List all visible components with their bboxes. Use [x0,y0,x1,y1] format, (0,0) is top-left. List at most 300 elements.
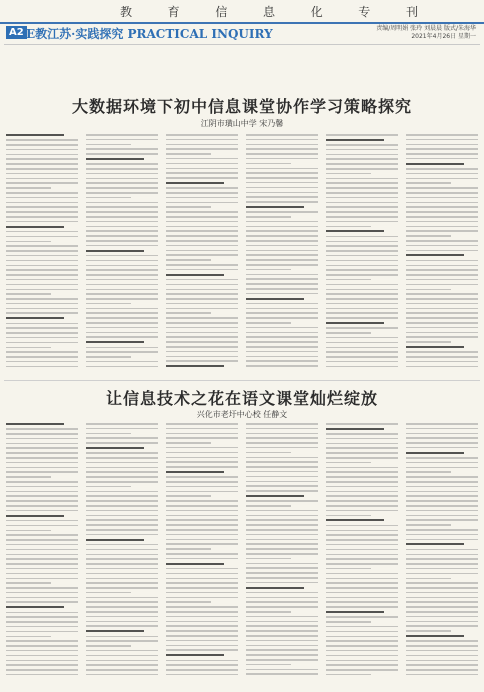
text-line [326,298,398,300]
text-line [6,149,78,151]
text-line [166,471,224,473]
text-line [326,534,398,536]
text-line [6,250,78,252]
text-line [246,298,304,300]
text-line [246,616,318,618]
text-line [86,495,158,497]
text-line [326,597,398,599]
text-line [166,597,238,599]
text-line [86,428,158,430]
text-line [166,611,238,613]
banner-char: 刊 [405,5,420,19]
text-line [6,669,78,671]
text-line [6,660,78,662]
text-line [86,437,158,439]
text-line [166,312,211,314]
text-line [406,158,478,160]
text-line [326,312,398,314]
text-line [246,553,318,555]
text-line [6,241,51,243]
text-line [246,611,291,613]
text-line [246,558,291,560]
text-line [166,172,238,174]
text-line [86,601,158,603]
text-line [86,168,158,170]
text-line [166,134,238,136]
text-line [166,284,238,286]
text-line [86,645,131,647]
text-line [86,534,158,536]
text-line [86,260,158,262]
text-line [246,485,318,487]
text-line [326,337,398,339]
banner-char: 信 [215,5,230,19]
text-line [326,592,398,594]
text-line [166,578,238,580]
text-line [166,211,238,213]
text-line [246,592,318,594]
text-line [406,447,478,449]
text-line [406,510,478,512]
text-line [166,645,238,647]
text-line [246,659,318,661]
text-column [166,134,238,374]
section-title: E教江苏·实践探究 PRACTICAL INQUIRY [26,27,273,41]
text-line [406,467,478,469]
text-line [6,443,78,445]
text-line [6,178,78,180]
text-line [406,660,478,662]
text-line [406,563,478,565]
text-line [406,216,478,218]
text-line [86,660,158,662]
text-line [166,500,238,502]
text-line [166,168,238,170]
text-line [6,289,78,291]
text-line [246,336,318,338]
text-line [326,327,398,329]
text-line [166,139,238,141]
text-line [166,548,211,550]
text-line [326,303,398,305]
text-line [6,606,64,608]
text-line [86,312,158,314]
text-line [326,443,398,445]
text-line [326,515,371,517]
top-banner [0,0,484,22]
text-line [166,332,238,334]
text-line [326,361,398,363]
text-line [86,134,158,136]
text-line [166,346,238,348]
text-line [406,289,451,291]
text-line [6,582,51,584]
text-line [6,173,78,175]
text-line [166,322,238,324]
text-line [6,549,78,551]
text-line [406,284,478,286]
text-line [406,457,478,459]
text-line [86,308,158,310]
text-line [246,245,318,247]
text-line [326,154,398,156]
text-line [406,336,478,338]
text-line [406,341,451,343]
text-line [166,481,238,483]
article-title: 大数据环境下初中信息课堂协作学习策略探究 [71,97,412,116]
text-column [406,423,478,685]
text-line [406,452,464,454]
text-line [406,178,478,180]
text-line [326,192,398,194]
text-line [406,539,478,541]
text-line [246,437,318,439]
text-line [246,172,318,174]
text-line [166,428,238,430]
text-line [166,625,238,627]
text-line [406,669,478,671]
text-line [166,303,238,305]
text-line [326,616,398,618]
text-line [6,312,78,314]
text-line [406,317,478,319]
text-line [246,269,291,271]
text-line [86,202,158,204]
text-line [166,519,238,521]
text-line [166,491,238,493]
text-line [246,466,318,468]
text-line [246,539,318,541]
text-line [6,255,78,257]
text-line [166,144,238,146]
text-line [86,554,158,556]
text-line [406,437,478,439]
text-line [406,308,478,310]
text-line [166,587,238,589]
text-line [246,322,291,324]
text-line [86,674,158,676]
text-line [6,467,78,469]
text-line [326,241,398,243]
text-line [6,303,78,305]
text-line [86,640,158,642]
text-line [246,635,318,637]
text-line [246,201,318,203]
text-line [406,226,478,228]
text-line [246,519,318,521]
text-line [166,216,238,218]
text-line [406,519,478,521]
text-line [326,447,398,449]
text-line [6,664,78,666]
text-line [6,168,78,170]
text-line [246,524,318,526]
text-line [246,640,318,642]
text-line [86,298,158,300]
text-line [246,250,318,252]
article-separator [4,380,480,381]
text-line [326,202,398,204]
text-line [246,274,318,276]
text-line [406,206,478,208]
text-line [406,254,464,256]
text-line [406,481,478,483]
text-line [86,462,158,464]
text-line [246,601,318,603]
text-line [326,158,398,160]
text-line [246,481,318,483]
text-line [246,211,318,213]
text-line [246,673,318,675]
text-line [166,543,238,545]
text-line [86,524,158,526]
text-line [406,587,478,589]
text-line [166,360,238,362]
text-line [166,447,238,449]
text-line [6,486,78,488]
text-line [166,341,238,343]
text-line [246,510,318,512]
text-line [86,616,158,618]
text-column [406,134,478,374]
text-line [406,202,478,204]
text-line [326,601,398,603]
text-line [326,626,398,628]
article-body [6,134,478,374]
text-line [6,462,78,464]
text-line [86,457,158,459]
text-line [86,245,158,247]
text-line [246,529,318,531]
text-line [6,323,78,325]
text-line [246,505,291,507]
text-line [86,611,158,613]
text-line [246,278,318,280]
text-line [246,230,318,232]
text-line [86,669,158,671]
text-line [406,471,451,473]
text-line [406,505,478,507]
text-line [326,621,371,623]
text-line [406,500,478,502]
text-line [86,221,158,223]
text-line [166,230,238,232]
text-line [166,336,238,338]
text-line [166,601,211,603]
text-line [6,211,78,213]
text-line [326,230,384,232]
text-line [166,293,238,295]
text-line [246,649,318,651]
text-line [6,530,51,532]
text-line [326,519,384,521]
text-line [6,428,78,430]
text-line [166,630,238,632]
text-line [326,640,398,642]
article-byline: 兴化市老圩中心校 任静文 [196,410,288,419]
text-line [406,230,478,232]
text-line [166,250,238,252]
article-byline: 江阴市璜山中学 宋乃馨 [200,119,284,128]
text-line [6,587,78,589]
text-line [166,308,238,310]
text-line [166,534,238,536]
text-line [86,423,158,425]
text-line [86,529,158,531]
text-line [246,457,318,459]
header-rule [4,44,480,45]
text-line [406,312,478,314]
text-line [246,134,318,136]
text-line [326,530,398,532]
text-line [246,153,318,155]
text-line [86,433,131,435]
text-line [406,332,478,334]
text-line [326,462,371,464]
text-line [6,573,78,575]
text-line [166,486,238,488]
text-line [86,279,158,281]
text-line [86,578,158,580]
text-line [326,236,398,238]
text-line [166,505,238,507]
text-line [6,636,51,638]
text-line [6,245,78,247]
text-line [406,153,478,155]
text-line [166,221,238,223]
text-line [86,356,131,358]
text-line [166,442,211,444]
text-line [406,655,478,657]
text-line [246,226,318,228]
text-line [86,178,158,180]
text-line [86,491,158,493]
text-line [246,515,318,517]
text-line [246,452,291,454]
text-line [86,265,158,267]
text-line [326,173,371,175]
text-line [166,264,238,266]
text-line [326,650,398,652]
text-line [246,240,318,242]
text-line [86,442,158,444]
text-line [246,428,318,430]
text-line [6,279,78,281]
text-line [6,182,78,184]
text-line [86,197,131,199]
text-line [326,582,398,584]
text-line [166,558,238,560]
text-line [6,457,78,459]
text-line [326,433,398,435]
text-line [246,187,318,189]
text-line [6,534,78,536]
text-line [246,346,318,348]
text-line [326,356,398,358]
text-line [86,351,158,353]
text-line [6,206,78,208]
text-line [326,308,398,310]
text-line [6,202,78,204]
text-line [246,606,318,608]
text-line [406,327,478,329]
text-line [166,515,238,517]
text-line [246,259,318,261]
text-line [6,216,78,218]
text-line [406,148,478,150]
text-line [166,254,238,256]
text-line [406,298,478,300]
text-line [166,202,238,204]
text-line [6,265,78,267]
text-line [326,178,398,180]
text-line [406,361,478,363]
text-line [166,317,238,319]
text-column [86,423,158,685]
text-line [166,177,238,179]
text-line [166,148,238,150]
text-line [406,486,478,488]
text-line [246,442,318,444]
text-line [6,298,78,300]
text-line [326,197,398,199]
text-line [326,289,398,291]
text-line [406,645,478,647]
text-line [6,337,78,339]
text-line [406,356,478,358]
text-line [406,192,478,194]
text-line [86,192,158,194]
text-line [86,336,158,338]
text-line [246,577,318,579]
text-line [166,461,238,463]
text-line [86,347,158,349]
text-line [166,457,238,459]
text-line [406,558,478,560]
text-line [326,481,398,483]
text-line [6,308,78,310]
text-line [166,269,238,271]
text-line [86,211,158,213]
text-line [86,539,144,541]
text-line [6,626,78,628]
article-title: 让信息技术之花在语文课堂灿烂绽放 [105,389,378,408]
text-line [6,438,78,440]
text-line [326,134,398,136]
text-line [86,582,158,584]
text-line [246,365,318,367]
text-line [246,317,318,319]
text-line [166,568,238,570]
text-line [6,274,78,276]
text-line [6,139,78,141]
text-line [246,264,318,266]
text-line [246,351,318,353]
text-line [246,500,318,502]
text-line [6,631,78,633]
text-line [86,625,158,627]
text-line [6,520,78,522]
text-line [246,182,318,184]
text-line [86,284,158,286]
text-line [6,134,64,136]
text-column [6,134,78,374]
text-line [6,221,78,223]
text-line [246,221,318,223]
text-line [6,154,78,156]
text-line [6,317,64,319]
text-line [326,486,398,488]
